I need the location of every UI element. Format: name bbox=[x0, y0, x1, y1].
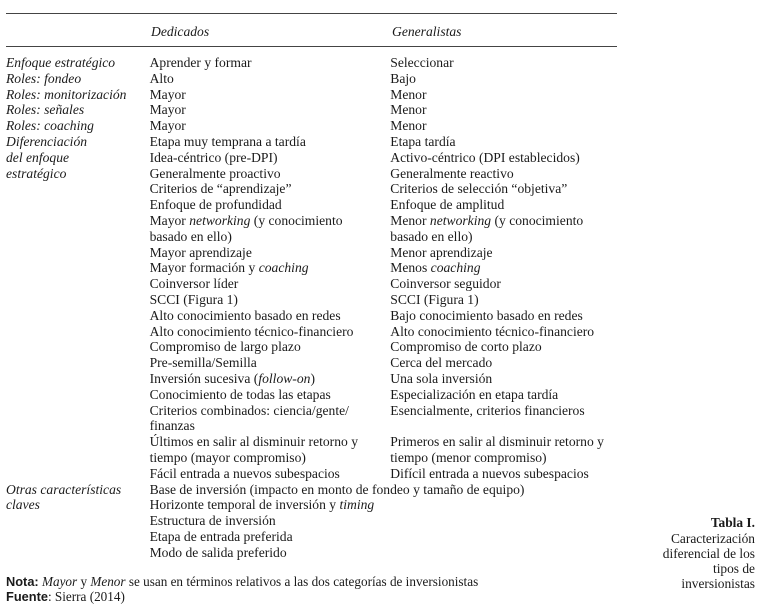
row-label: claves bbox=[6, 497, 40, 513]
generalist-cell: Menor networking (y conocimiento bbox=[390, 212, 584, 228]
dedicated-cell: Mayor bbox=[149, 118, 186, 134]
row-label bbox=[6, 355, 150, 371]
dedicated-cell: Mayor formación y coaching bbox=[149, 260, 309, 276]
dedicated-cell: Compromiso de largo plazo bbox=[149, 339, 301, 355]
dedicated-cell: Mayor networking (y conocimiento bbox=[149, 212, 343, 228]
table-row bbox=[6, 308, 620, 324]
dedicated-cell: Mayor bbox=[149, 102, 186, 118]
table-row bbox=[6, 387, 620, 403]
table-row bbox=[6, 292, 620, 308]
generalist-cell: SCCI (Figura 1) bbox=[390, 291, 479, 307]
dedicated-cell: Coinversor líder bbox=[149, 276, 239, 292]
note-label: Nota: bbox=[6, 574, 39, 589]
table-row bbox=[6, 118, 620, 134]
table-row bbox=[6, 181, 620, 197]
table-row bbox=[6, 466, 620, 482]
column-header-dedicated: Dedicados bbox=[151, 24, 210, 39]
row-label: estratégico bbox=[6, 165, 67, 181]
source-label: Fuente bbox=[6, 589, 48, 604]
other-characteristic-cell: Horizonte temporal de inversión y timing bbox=[149, 497, 375, 513]
row-label bbox=[6, 181, 150, 197]
dedicated-cell: Alto conocimiento técnico-financiero bbox=[149, 323, 354, 339]
table-row bbox=[6, 371, 620, 387]
row-label bbox=[6, 418, 150, 434]
table-row bbox=[6, 197, 620, 213]
dedicated-cell: Criterios combinados: ciencia/gente/ bbox=[149, 402, 349, 418]
dedicated-cell: tiempo (mayor compromiso) bbox=[149, 449, 306, 465]
row-label bbox=[6, 292, 150, 308]
dedicated-cell: SCCI (Figura 1) bbox=[149, 291, 238, 307]
dedicated-cell: Alto bbox=[149, 70, 174, 86]
row-label: Roles: fondeo bbox=[6, 70, 82, 86]
generalist-cell: Activo-céntrico (DPI establecidos) bbox=[390, 149, 580, 165]
table-row bbox=[6, 71, 620, 87]
generalist-cell: Menos coaching bbox=[390, 260, 481, 276]
table-row bbox=[6, 339, 620, 355]
generalist-cell: Enfoque de amplitud bbox=[390, 197, 505, 213]
dedicated-cell: Mayor aprendizaje bbox=[149, 244, 252, 260]
other-characteristic-cell: Estructura de inversión bbox=[149, 513, 276, 529]
caption-line: tipos de bbox=[712, 561, 755, 576]
row-label bbox=[6, 339, 150, 355]
table-row bbox=[6, 213, 620, 229]
generalist-cell: Menor aprendizaje bbox=[390, 244, 493, 260]
row-label bbox=[6, 213, 150, 229]
dedicated-cell: Criterios de “aprendizaje” bbox=[149, 181, 292, 197]
caption-line: diferencial de los bbox=[662, 546, 755, 561]
dedicated-cell: Fácil entrada a nuevos subespacios bbox=[149, 465, 340, 481]
other-characteristic-cell: Base de inversión (impacto en monto de fondeo y tamaño de equipo) bbox=[149, 481, 525, 497]
generalist-cell: Alto conocimiento técnico-financiero bbox=[390, 323, 595, 339]
generalist-cell: Bajo conocimiento basado en redes bbox=[390, 307, 583, 323]
dedicated-cell: Enfoque de profundidad bbox=[149, 197, 282, 213]
row-label bbox=[6, 229, 150, 245]
table-row bbox=[6, 150, 620, 166]
row-label: Diferenciación bbox=[6, 133, 88, 149]
generalist-cell: Primeros en salir al disminuir retorno y bbox=[390, 434, 604, 450]
row-label: Roles: señales bbox=[6, 102, 85, 118]
dedicated-cell: Idea-céntrico (pre-DPI) bbox=[149, 149, 278, 165]
generalist-cell: Seleccionar bbox=[390, 55, 454, 70]
row-label bbox=[6, 245, 150, 261]
row-label: Roles: monitorización bbox=[6, 86, 127, 102]
table-row bbox=[6, 166, 620, 182]
table-row bbox=[6, 245, 620, 261]
table-row bbox=[6, 229, 620, 245]
source-line bbox=[6, 589, 478, 604]
row-label: del enfoque bbox=[6, 149, 70, 165]
dedicated-cell: Generalmente proactivo bbox=[149, 165, 281, 181]
table-row-other bbox=[6, 529, 620, 545]
source-text: : Sierra (2014) bbox=[47, 589, 125, 604]
generalist-cell: Menor bbox=[390, 102, 427, 118]
table-row bbox=[6, 418, 620, 434]
dedicated-cell: Alto conocimiento basado en redes bbox=[149, 307, 341, 323]
table-row bbox=[6, 260, 620, 276]
row-label bbox=[6, 371, 150, 387]
row-label: Roles: coaching bbox=[6, 118, 94, 134]
note-line bbox=[6, 574, 478, 589]
table-row bbox=[6, 87, 620, 103]
generalist-cell: tiempo (menor compromiso) bbox=[390, 449, 547, 465]
generalist-cell: basado en ello) bbox=[390, 228, 473, 244]
caption-line: Caracterización bbox=[670, 531, 755, 546]
dedicated-cell: Inversión sucesiva (follow-on) bbox=[149, 370, 315, 386]
top-rule bbox=[6, 13, 617, 14]
row-label: Enfoque estratégico bbox=[6, 55, 116, 70]
generalist-cell: Compromiso de corto plazo bbox=[390, 339, 542, 355]
table-row bbox=[6, 434, 620, 450]
generalist-cell: Criterios de selección “objetiva” bbox=[390, 181, 568, 197]
other-characteristic-cell: Modo de salida preferido bbox=[149, 544, 287, 560]
generalist-cell: Generalmente reactivo bbox=[390, 165, 514, 181]
row-label bbox=[6, 308, 150, 324]
table-row bbox=[6, 450, 620, 466]
dedicated-cell: Etapa muy temprana a tardía bbox=[149, 133, 306, 149]
row-label bbox=[6, 403, 150, 419]
dedicated-cell: Conocimiento de todas las etapas bbox=[149, 386, 331, 402]
table-row-other bbox=[6, 497, 620, 513]
dedicated-cell: finanzas bbox=[149, 418, 195, 434]
dedicated-cell: Mayor bbox=[149, 86, 186, 102]
caption-line: inversionistas bbox=[681, 576, 755, 591]
table-number: Tabla I. bbox=[710, 515, 755, 530]
table-row bbox=[6, 324, 620, 340]
row-label bbox=[6, 545, 150, 561]
dedicated-cell: Últimos en salir al disminuir retorno y bbox=[149, 434, 359, 450]
generalist-cell: Esencialmente, criterios financieros bbox=[390, 402, 585, 418]
table-row-other bbox=[6, 482, 620, 498]
row-label bbox=[6, 466, 150, 482]
table-row-other bbox=[6, 513, 620, 529]
row-label bbox=[6, 434, 150, 450]
row-label bbox=[6, 324, 150, 340]
dedicated-cell: basado en ello) bbox=[149, 228, 232, 244]
row-label bbox=[6, 197, 150, 213]
table-row bbox=[6, 55, 620, 71]
caption-text bbox=[645, 531, 755, 591]
row-label bbox=[6, 387, 150, 403]
row-label bbox=[6, 276, 150, 292]
row-label bbox=[6, 450, 150, 466]
row-label bbox=[6, 513, 150, 529]
row-label bbox=[6, 260, 150, 276]
column-header-generalist: Generalistas bbox=[392, 24, 462, 39]
table-row bbox=[6, 102, 620, 118]
table-row bbox=[6, 355, 620, 371]
other-characteristic-cell: Etapa de entrada preferida bbox=[149, 528, 293, 544]
dedicated-cell: Aprender y formar bbox=[149, 55, 252, 70]
generalist-cell: Menor bbox=[390, 118, 427, 134]
generalist-cell: Difícil entrada a nuevos subespacios bbox=[390, 465, 589, 481]
generalist-cell: Etapa tardía bbox=[390, 133, 456, 149]
generalist-cell: Una sola inversión bbox=[390, 370, 493, 386]
table-notes bbox=[6, 574, 478, 604]
characterization-table bbox=[6, 55, 620, 561]
table-row bbox=[6, 403, 620, 419]
generalist-cell: Coinversor seguidor bbox=[390, 276, 501, 292]
generalist-cell: Cerca del mercado bbox=[390, 355, 493, 371]
generalist-cell: Menor bbox=[390, 86, 427, 102]
table-row bbox=[6, 276, 620, 292]
row-label bbox=[6, 529, 150, 545]
dedicated-cell: Pre-semilla/Semilla bbox=[149, 355, 257, 371]
generalist-cell bbox=[390, 418, 620, 434]
note-text: Mayor y Menor se usan en términos relativos a las dos categorías de inversionistas bbox=[42, 574, 479, 589]
table-caption bbox=[645, 515, 755, 591]
row-label: Otras características bbox=[6, 481, 122, 497]
header-rule bbox=[6, 46, 617, 47]
generalist-cell: Especialización en etapa tardía bbox=[390, 386, 559, 402]
table-row bbox=[6, 134, 620, 150]
generalist-cell: Bajo bbox=[390, 70, 416, 86]
table-row-other bbox=[6, 545, 620, 561]
